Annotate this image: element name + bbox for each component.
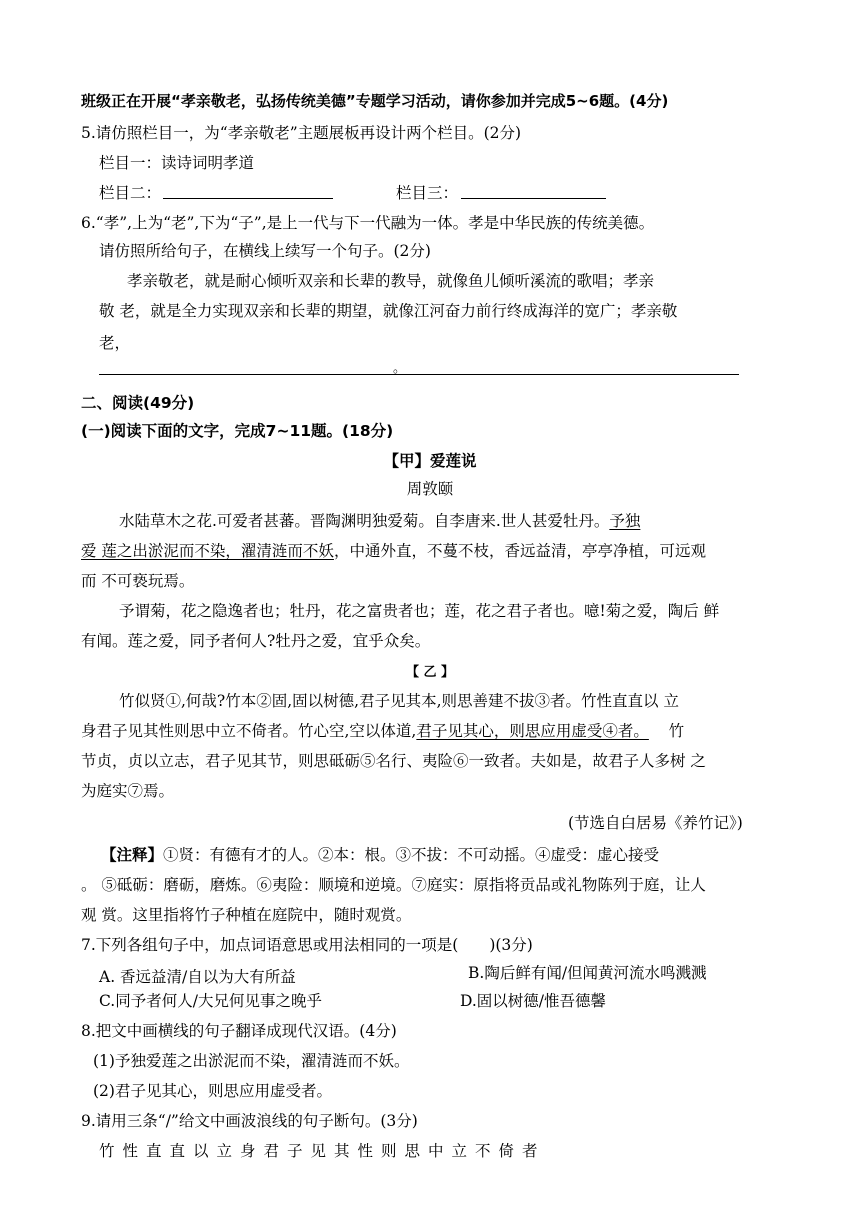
q7-option-d[interactable]: D.固以树德/惟吾德馨 <box>460 992 607 1010</box>
q6-full-stop: 。 <box>393 361 407 376</box>
jia-line-4: 予谓菊，花之隐逸者也；牡丹，花之富贵者也；莲，花之君子者也。噫!菊之爱，陶后 鲜 <box>119 602 720 620</box>
q7-option-c[interactable]: C.同予者何人/大兄何见事之晚乎 <box>99 992 322 1010</box>
q5-column-3-blank[interactable] <box>461 198 606 199</box>
yi-line-3: 节贞，贞以立志，君子见其节，则思砥砺⑤名行、夷险⑥一致者。夫如是，故君子人多树 之 <box>81 752 706 770</box>
yi-line-2: 身君子见其性则思中立不倚者。竹心空,空以体道,君子见其心，则思应用虚受④者。 竹 <box>81 722 685 740</box>
section-2-heading: 二、阅读(49分) <box>81 394 195 412</box>
jia-line-5: 有闻。莲之爱，同予者何人?牡丹之爱，宜乎众矣。 <box>81 632 431 650</box>
q6-stem: 6.“孝”,上为“老”,下为“子”,是上一代与下一代融为一体。孝是中华民族的传统美德。 <box>81 214 655 232</box>
yi-line-4: 为庭实⑦焉。 <box>81 782 175 800</box>
q5-column-2-blank[interactable] <box>163 198 333 199</box>
q7-stem: 7.下列各组句子中，加点词语意思或用法相同的一项是( )(3分) <box>81 936 533 954</box>
q6-answer-blank[interactable] <box>99 374 739 375</box>
q5-column-3-label: 栏目三： <box>396 184 459 202</box>
part-1-heading: (一)阅读下面的文字，完成7~11题。(18分) <box>81 422 394 440</box>
jia-title: 【甲】爱莲说 <box>383 452 477 470</box>
jia-line-1: 水陆草木之花.可爱者甚蕃。晋陶渊明独爱菊。自李唐来.世人甚爱牡丹。予独 <box>119 512 641 530</box>
q6-stem-2: 请仿照所给句子，在横线上续写一个句子。(2分) <box>99 242 431 260</box>
q6-example-line-3: 老， <box>99 334 131 352</box>
jia-line-3: 而 不可亵玩焉。 <box>81 572 195 590</box>
q7-option-a[interactable]: A. 香远益清/自以为大有所益 <box>99 968 296 986</box>
q7-option-b[interactable]: B.陶后鲜有闻/但闻黄河流水鸣溅溅 <box>468 964 707 982</box>
q8-sentence-1: (1)予独爱莲之出淤泥而不染，濯清涟而不妖。 <box>93 1052 410 1070</box>
yi-title: 【 乙 】 <box>405 665 455 680</box>
yi-line-1: 竹似贤①,何哉?竹本②固,固以树德,君子见其本,则思善建不拔③者。竹性直直以 立 <box>119 692 679 710</box>
q6-example-line-1: 孝亲敬老，就是耐心倾听双亲和长辈的教导，就像鱼儿倾听溪流的歌唱；孝亲 <box>127 272 655 290</box>
jia-line-2: 爱 莲之出淤泥而不染，濯清涟而不妖，中通外直，不蔓不枝，香远益清，亭亭净植，可远观 <box>81 542 706 560</box>
q9-sentence: 竹性直直以立身君子见其性则思中立不倚者 <box>99 1142 546 1160</box>
notes-line-1: 【注释】①贤：有德有才的人。②本：根。③不拔：不可动摇。④虚受：虚心接受 <box>101 846 660 864</box>
yi-source: (节选自白居易《养竹记》) <box>568 814 743 832</box>
q5-column-2-label: 栏目二： <box>99 184 162 202</box>
q5-column-1: 栏目一：读诗词明孝道 <box>99 154 255 172</box>
notes-line-2: 。 ⑤砥砺：磨砺，磨炼。⑥夷险：顺境和逆境。⑦庭实：原指将贡品或礼物陈列于庭，让人 <box>81 876 706 894</box>
q6-example-line-2: 敬 老，就是全力实现双亲和长辈的期望，就像江河奋力前行终成海洋的宽广；孝亲敬 <box>99 302 678 320</box>
intro-text: 班级正在开展“孝亲敬老，弘扬传统美德”专题学习活动，请你参加并完成5~6题。(4分) <box>81 92 669 110</box>
q5-stem: 5.请仿照栏目一，为“孝亲敬老”主题展板再设计两个栏目。(2分) <box>81 124 522 142</box>
notes-line-3: 观 赏。这里指将竹子种植在庭院中，随时观赏。 <box>81 906 412 924</box>
q9-stem: 9.请用三条“/”给文中画波浪线的句子断句。(3分) <box>81 1112 418 1130</box>
q8-sentence-2: (2)君子见其心，则思应用虚受者。 <box>93 1082 332 1100</box>
jia-author: 周敦颐 <box>406 480 454 498</box>
q8-stem: 8.把文中画横线的句子翻译成现代汉语。(4分) <box>81 1022 397 1040</box>
